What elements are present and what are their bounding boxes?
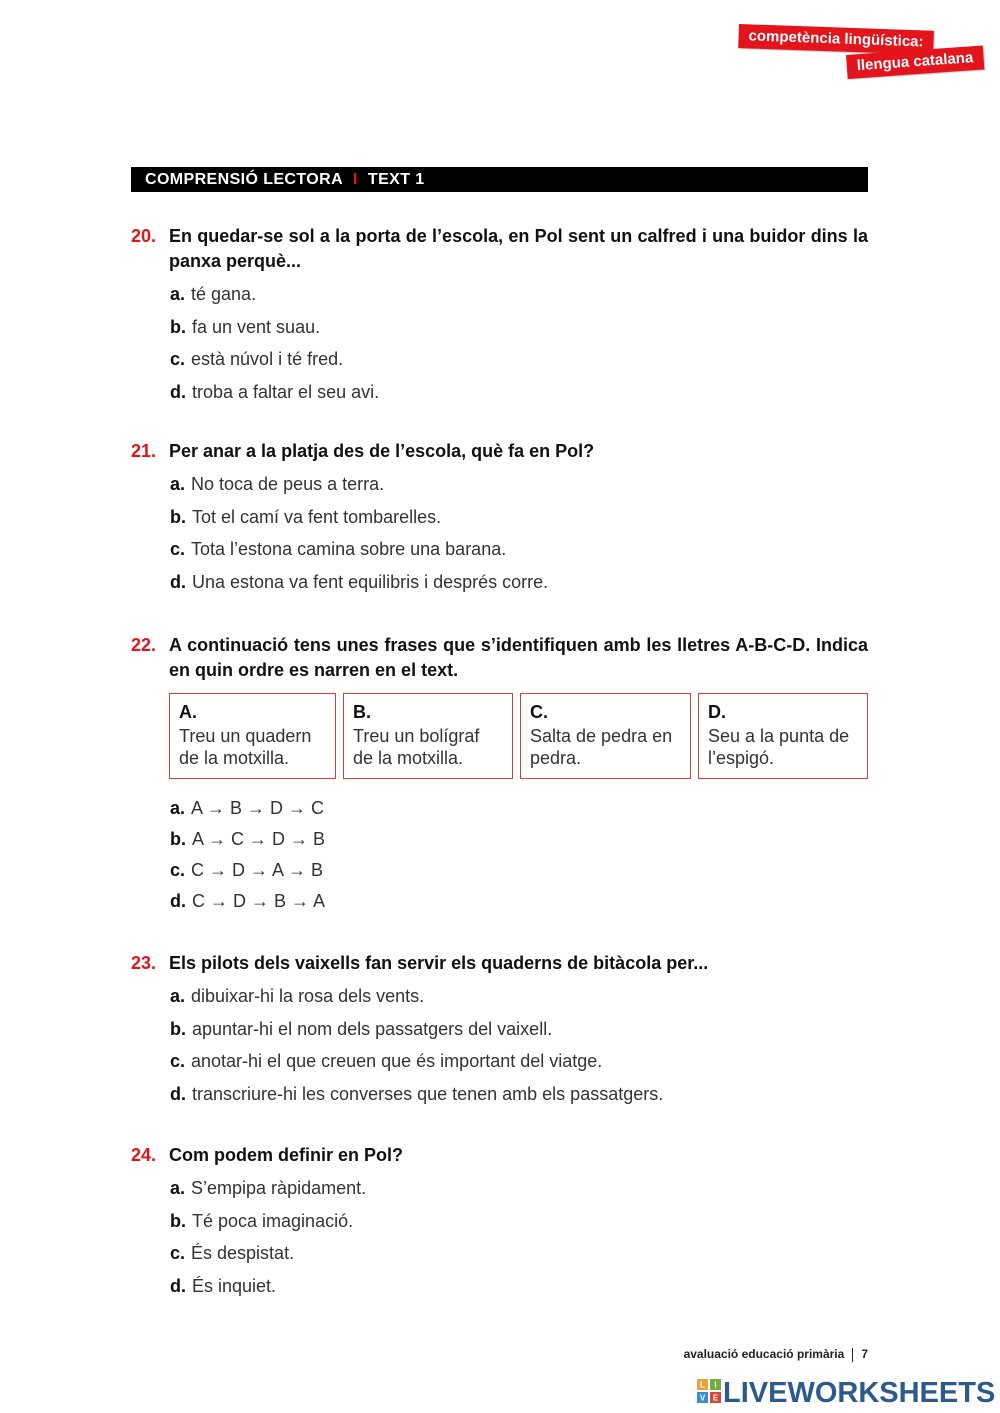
page-number: 7 <box>861 1347 868 1361</box>
footer-divider <box>852 1348 853 1362</box>
option-d[interactable] <box>170 889 868 914</box>
option-letter: d. <box>170 571 186 592</box>
option-text: A → C → D → B <box>192 829 326 849</box>
option-letter: d. <box>170 1275 186 1296</box>
option-text: Tot el camí va fent tombarelles. <box>192 506 442 527</box>
option-c[interactable] <box>170 1241 868 1266</box>
box-letter: C. <box>530 702 548 722</box>
box-text: Treu un bolígraf de la motxilla. <box>353 726 480 768</box>
option-text: Tota l’estona camina sobre una barana. <box>191 539 507 560</box>
option-text: fa un vent suau. <box>192 316 321 337</box>
question-20-options <box>131 282 868 405</box>
option-text: S’empipa ràpidament. <box>191 1178 367 1198</box>
option-letter: c. <box>170 1243 186 1264</box>
option-c[interactable] <box>170 537 868 562</box>
option-c[interactable] <box>170 1049 868 1074</box>
option-letter: d. <box>170 1083 186 1104</box>
watermark-text: LIVEWORKSHEETS <box>723 1377 996 1409</box>
question-text: Els pilots dels vaixells fan servir els quaderns de bitàcola per... <box>169 953 709 973</box>
question-number: 24. <box>131 1145 157 1165</box>
option-letter: a. <box>170 798 186 818</box>
section-title: COMPRENSIÓ LECTORA <box>145 171 344 188</box>
question-22-answer-list <box>131 796 868 920</box>
question-24-options <box>131 1176 868 1299</box>
question-23-prompt <box>131 951 868 976</box>
question-20 <box>131 224 868 412</box>
option-c[interactable] <box>170 858 868 883</box>
option-text: transcriure-hi les converses que tenen amb els passatgers. <box>192 1083 664 1104</box>
option-letter: a. <box>170 284 186 304</box>
option-text: troba a faltar el seu avi. <box>192 381 380 402</box>
question-number: 22. <box>131 635 157 655</box>
option-letter: a. <box>170 1178 186 1198</box>
option-letter: b. <box>170 1210 186 1231</box>
section-header-bar <box>131 167 868 192</box>
option-b[interactable] <box>170 1017 868 1042</box>
footer-label: avaluació educació primària <box>683 1347 845 1361</box>
option-a[interactable] <box>170 282 868 307</box>
sentence-box-b <box>343 693 513 779</box>
question-21-options <box>131 472 868 595</box>
box-letter: A. <box>179 702 197 722</box>
question-24 <box>131 1143 868 1306</box>
option-text: anotar-hi el que creuen que és important del viatge. <box>191 1051 603 1072</box>
question-text: Com podem definir en Pol? <box>169 1145 404 1165</box>
option-text: C → D → B → A <box>192 891 326 911</box>
option-text: Té poca imaginació. <box>192 1210 354 1231</box>
svg-text:V: V <box>699 1393 706 1403</box>
box-text: Seu a la punta de l’espigó. <box>708 726 850 768</box>
question-22-options <box>131 796 868 914</box>
question-22 <box>131 633 868 683</box>
box-text: Treu un quadern de la motxilla. <box>179 726 312 768</box>
option-b[interactable] <box>170 827 868 852</box>
question-21-prompt <box>131 439 868 464</box>
box-letter: B. <box>353 702 371 722</box>
option-a[interactable] <box>170 1176 868 1201</box>
option-a[interactable] <box>170 796 868 821</box>
option-d[interactable] <box>170 1082 868 1107</box>
sentence-boxes <box>169 693 868 779</box>
question-23 <box>131 951 868 1114</box>
option-b[interactable] <box>170 1209 868 1234</box>
section-separator: I <box>353 171 358 188</box>
sentence-box-a <box>169 693 336 779</box>
section-text-label: TEXT 1 <box>367 171 425 188</box>
box-text: Salta de pedra en pedra. <box>530 726 673 768</box>
option-d[interactable] <box>170 380 868 405</box>
option-text: apuntar-hi el nom dels passatgers del vaixell. <box>192 1018 553 1039</box>
option-letter: c. <box>170 860 186 880</box>
box-letter: D. <box>708 702 726 722</box>
option-text: està núvol i té fred. <box>191 349 344 370</box>
question-number: 20. <box>131 226 157 246</box>
option-letter: b. <box>170 1018 186 1039</box>
question-20-prompt <box>131 224 868 274</box>
liveworksheets-logo-icon <box>697 1379 721 1403</box>
option-text: A → B → D → C <box>191 798 325 818</box>
svg-text:E: E <box>712 1393 719 1403</box>
svg-text:I: I <box>714 1380 717 1390</box>
option-letter: c. <box>170 539 186 560</box>
question-text: A continuació tens unes frases que s’identifiquen amb les lletres A-B-C-D. Indica en quin ordre es narren en el text. <box>169 635 868 680</box>
option-letter: d. <box>170 891 186 911</box>
option-letter: d. <box>170 381 186 402</box>
option-letter: c. <box>170 349 186 370</box>
sentence-box-d <box>698 693 868 779</box>
question-21 <box>131 439 868 602</box>
subject-tag-language: llengua catalana <box>846 45 984 78</box>
option-letter: b. <box>170 316 186 337</box>
option-letter: b. <box>170 506 186 527</box>
option-letter: c. <box>170 1051 186 1072</box>
option-text: té gana. <box>191 284 257 304</box>
question-24-prompt <box>131 1143 868 1168</box>
option-letter: b. <box>170 829 186 849</box>
question-number: 21. <box>131 441 157 461</box>
option-b[interactable] <box>170 315 868 340</box>
question-number: 23. <box>131 953 157 973</box>
option-text: C → D → A → B <box>191 860 324 880</box>
option-d[interactable] <box>170 1274 868 1299</box>
option-d[interactable] <box>170 570 868 595</box>
question-22-prompt <box>131 633 868 683</box>
option-a[interactable] <box>170 984 868 1009</box>
option-c[interactable] <box>170 347 868 372</box>
option-text: dibuixar-hi la rosa dels vents. <box>191 986 425 1006</box>
option-b[interactable] <box>170 505 868 530</box>
option-text: És despistat. <box>191 1243 295 1264</box>
sentence-box-c <box>520 693 691 779</box>
question-text: Per anar a la platja des de l’escola, què fa en Pol? <box>169 441 595 461</box>
svg-text:L: L <box>700 1380 705 1390</box>
option-text: Una estona va fent equilibris i després corre. <box>192 571 549 592</box>
option-letter: a. <box>170 986 186 1006</box>
option-letter: a. <box>170 474 186 494</box>
question-23-options <box>131 984 868 1107</box>
subject-tag-competence: competència lingüística: <box>738 24 934 55</box>
option-a[interactable] <box>170 472 868 497</box>
option-text: No toca de peus a terra. <box>191 474 385 494</box>
option-text: És inquiet. <box>192 1275 277 1296</box>
page-footer <box>684 1347 868 1362</box>
question-text: En quedar-se sol a la porta de l’escola, en Pol sent un calfred i una buidor dins la panxa perquè... <box>169 226 868 271</box>
